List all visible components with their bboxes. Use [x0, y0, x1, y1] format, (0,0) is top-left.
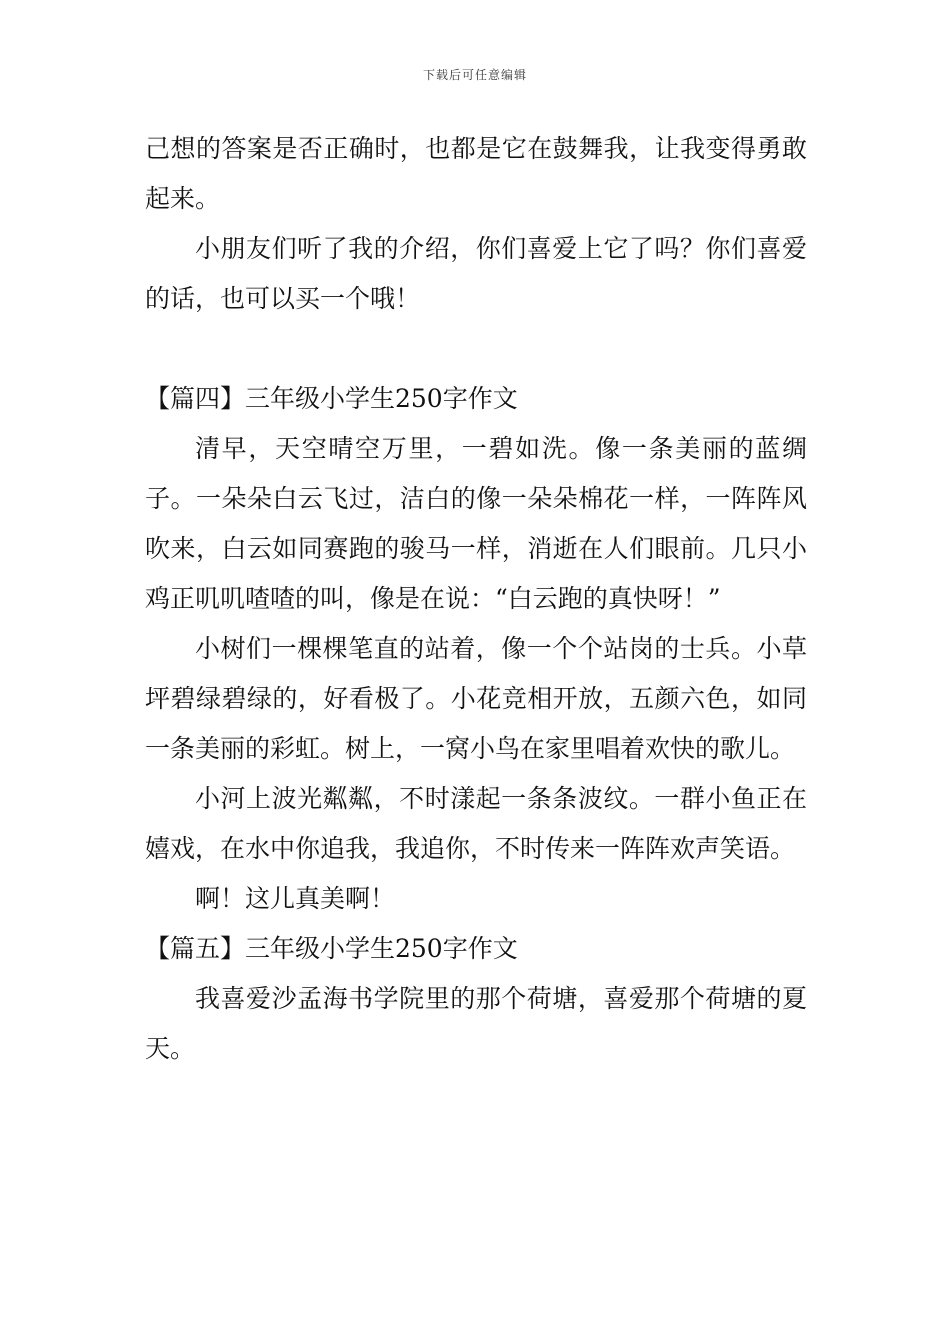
paragraph: 清早，天空晴空万里，一碧如洗。像一条美丽的蓝绸子。一朵朵白云飞过，洁白的像一朵朵棉花一样，一阵阵风吹来，白云如同赛跑的骏马一样，消逝在人们眼前。几只小鸡正叽叽喳喳的叫，像是在说：“白云跑的真快呀！”: [145, 434, 807, 613]
document-body: [145, 124, 807, 1074]
paragraph: 啊！这儿真美啊！: [195, 884, 396, 913]
section-title: 【篇四】三年级小学生250字作文: [145, 384, 518, 413]
paragraph: 我喜爱沙孟海书学院里的那个荷塘，喜爱那个荷塘的夏天。: [145, 984, 807, 1063]
paragraph: 己想的答案是否正确时，也都是它在鼓舞我，让我变得勇敢起来。: [145, 134, 807, 213]
paragraph: 小河上波光粼粼，不时漾起一条条波纹。一群小鱼正在嬉戏，在水中你追我，我追你，不时传来一阵阵欢声笑语。: [145, 784, 807, 863]
paragraph: 小朋友们听了我的介绍，你们喜爱上它了吗？你们喜爱的话，也可以买一个哦！: [145, 234, 807, 313]
section-gap: [145, 324, 807, 374]
section-title: 【篇五】三年级小学生250字作文: [145, 934, 518, 963]
page-header-note: 下载后可任意编辑: [422, 68, 527, 82]
paragraph: 小树们一棵棵笔直的站着，像一个个站岗的士兵。小草坪碧绿碧绿的，好看极了。小花竞相开放，五颜六色，如同一条美丽的彩虹。树上，一窝小鸟在家里唱着欢快的歌儿。: [145, 634, 807, 763]
